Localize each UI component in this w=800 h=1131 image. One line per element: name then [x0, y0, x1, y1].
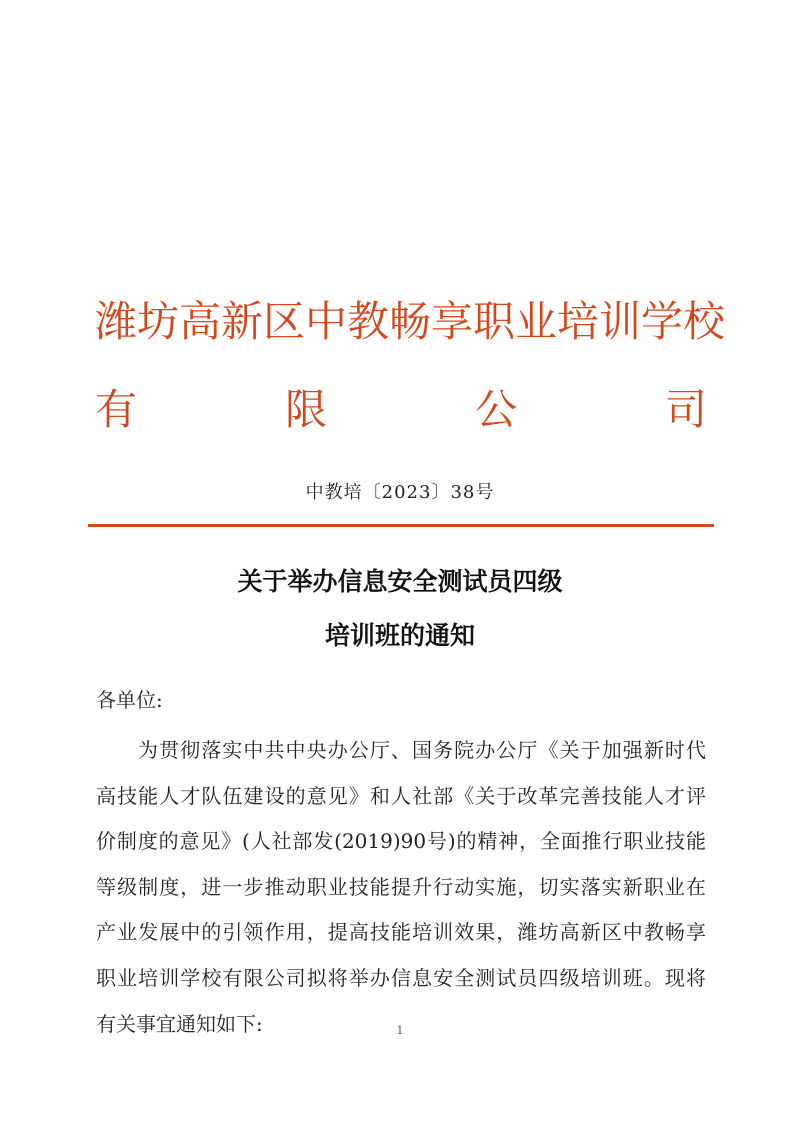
body-line: 为贯彻落实中共中央办公厅、国务院办公厅《关于加强新时代 — [138, 738, 706, 762]
org-name-char: 司 — [664, 385, 707, 434]
body-line: 等级制度，进一步推动职业技能提升行动实施，切实落实新职业在 — [96, 874, 706, 899]
body-line: 产业发展中的引领作用，提高技能培训效果，潍坊高新区中教畅享 — [96, 920, 706, 945]
header-divider — [88, 524, 714, 527]
org-name-header-line2 — [95, 380, 707, 440]
document-title-line2: 培训班的通知 — [324, 621, 475, 650]
body-line: 价制度的意见》(人社部发(2019)90号)的精神，全面推行职业技能 — [96, 829, 706, 854]
document-title-line1: 关于举办信息安全测试员四级 — [237, 567, 563, 596]
document-number: 中教培〔2023〕38号 — [305, 482, 495, 503]
org-name-char: 公 — [474, 385, 517, 434]
body-line: 高技能人才队伍建设的意见》和人社部《关于改革完善技能人才评 — [96, 783, 706, 808]
body-line: 职业培训学校有限公司拟将举办信息安全测试员四级培训班。现将 — [96, 965, 706, 990]
body-line: 有关事宜通知如下: — [96, 1011, 263, 1036]
page-number: 1 — [396, 1024, 404, 1037]
org-name-header: 潍坊高新区中教畅享职业培训学校 — [95, 297, 726, 346]
salutation: 各单位: — [96, 688, 163, 712]
org-name-char: 有 — [95, 385, 138, 434]
org-name-char: 限 — [284, 385, 327, 434]
body-paragraph — [96, 728, 706, 1047]
